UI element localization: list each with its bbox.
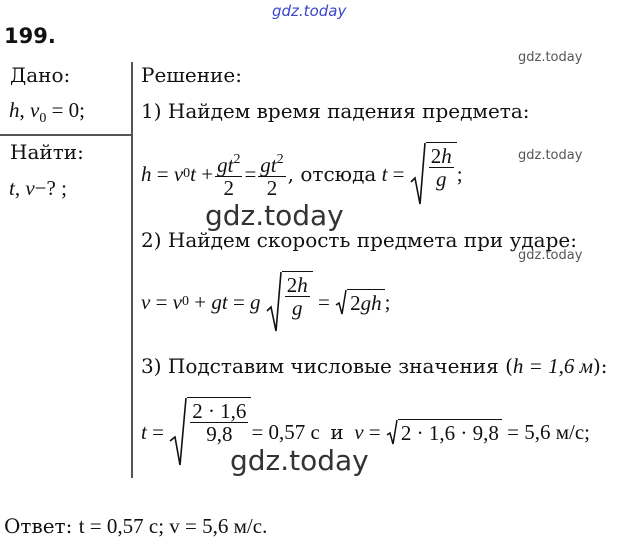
divider-horizontal xyxy=(0,134,131,136)
given-values: h, $v_0 = 0$; xyxy=(9,98,86,126)
solution-step-1: 1) Найдем время падения предмета: xyxy=(141,99,530,123)
step-3-suffix: ): xyxy=(592,354,608,378)
answer-text: t = 0,57 с; v = 5,6 м/с. xyxy=(78,514,268,538)
solution-header: Решение: xyxy=(141,63,242,87)
calc-t-denominator: 9,8 xyxy=(206,422,233,446)
formula-fall-time: h = v 0 t + $\frac{gt^2}{2}$ = $\frac{gt^2}{2}$ , отсюда t = $\frac{2h}{g}$ ; xyxy=(141,138,463,210)
find-header: Найти: xyxy=(10,140,84,164)
calc-v-radicand: 2 · 1,6 · 9,8 xyxy=(398,419,502,446)
answer-line xyxy=(4,514,267,538)
solution-step-2: 2) Найдем скорость предмета при ударе: xyxy=(141,228,577,252)
watermark-top: gdz.today xyxy=(272,2,347,20)
watermark-right-1: gdz.today xyxy=(518,50,583,65)
step-3-value: h = 1,6 м xyxy=(512,354,593,378)
watermark-center: gdz.today xyxy=(205,199,344,232)
formula-numeric: t = $\frac{2 \cdot 1,6}{9,8}$ = 0,57 с и v = 2 · 1,6 · 9,8 = 5,6 м/с; xyxy=(141,394,590,470)
calc-t-numerator: 2 · 1,6 xyxy=(192,399,247,423)
calc-t-result: = 0,57 с xyxy=(251,419,320,444)
find-values: t, v−? ; xyxy=(9,176,67,200)
answer-label: Ответ: xyxy=(4,514,73,538)
given-header: Дано: xyxy=(10,63,71,87)
watermark-right-3: gdz.today xyxy=(518,248,583,263)
problem-number: 199. xyxy=(4,24,56,48)
calc-and: и xyxy=(330,420,344,444)
step-3-prefix: 3) Подставим числовые значения ( xyxy=(141,354,513,378)
formula-impact-speed: v = v 0 + gt = g $\frac{2h}{g}$ = 2gh ; xyxy=(141,268,390,336)
watermark-right-2: gdz.today xyxy=(518,148,583,163)
solution-step-3 xyxy=(141,354,608,378)
calc-v-result: = 5,6 м/с; xyxy=(507,419,590,444)
divider-vertical-lower xyxy=(131,262,133,478)
watermark-bottom: gdz.today xyxy=(230,444,369,477)
formula-joiner: , отсюда xyxy=(287,162,377,186)
divider-vertical-upper xyxy=(131,62,133,262)
